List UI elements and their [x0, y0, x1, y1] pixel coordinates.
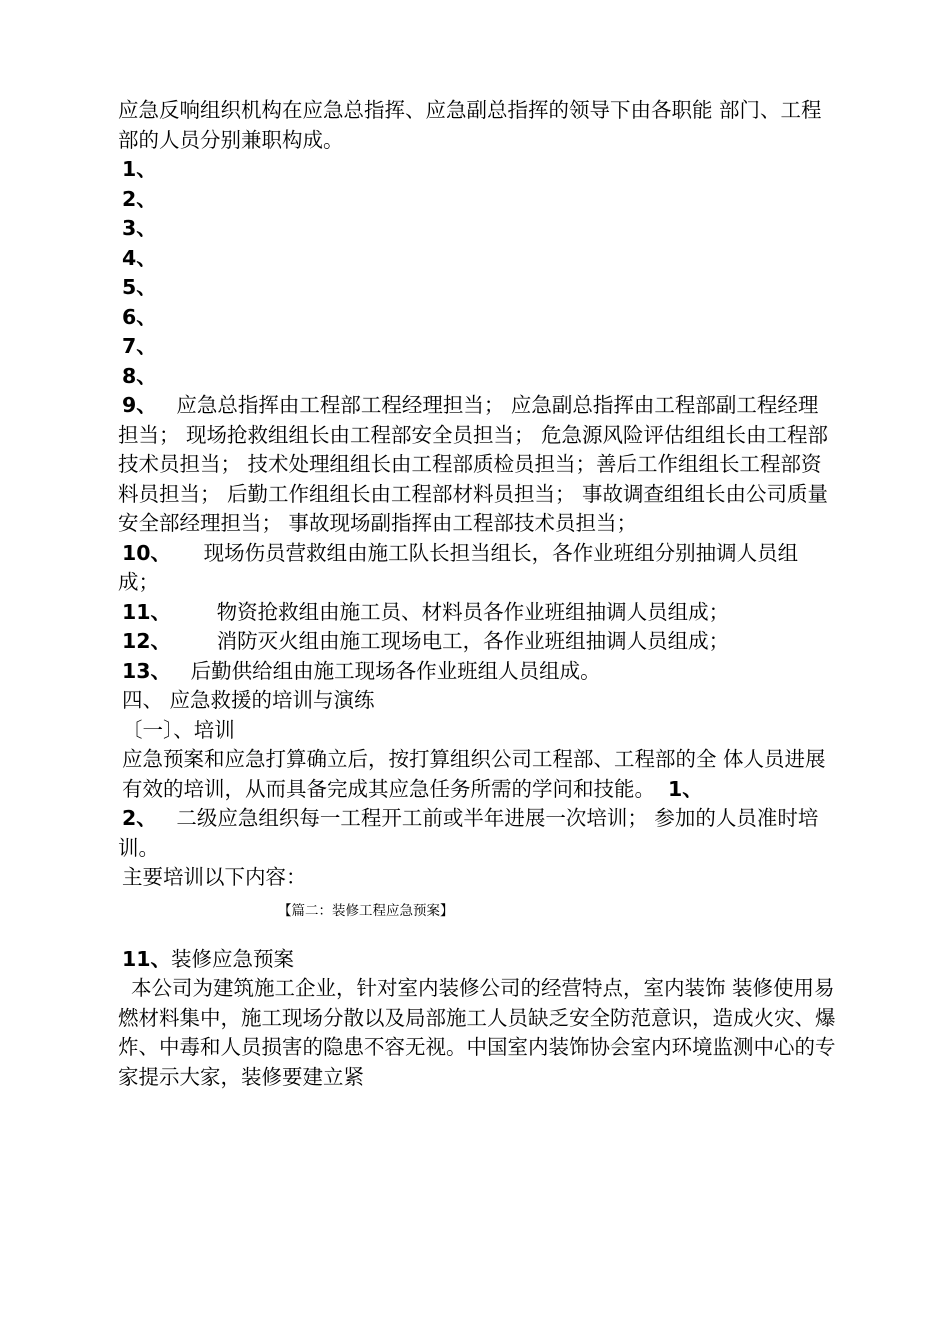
item-number: 2、: [122, 806, 157, 830]
item-text: 物资抢救组由施工员、材料员各作业班组抽调人员组成；: [216, 599, 730, 624]
numbered-item-4: [118, 244, 838, 274]
numbered-item-2: [118, 185, 838, 215]
item-number: 7、: [122, 334, 157, 358]
item-number: 3、: [122, 216, 157, 240]
intro-paragraph: 应急反响组织机构在应急总指挥、应急副总指挥的领导下由各职能 部门、工程部的人员分别兼职构成。: [118, 98, 822, 152]
numbered-item-9: [118, 391, 838, 539]
item-number: 4、: [122, 245, 157, 270]
numbered-item-13: [118, 657, 838, 687]
item-text: 消防灭火组由施工现场电工，各作业班组抽调人员组成；: [216, 629, 730, 653]
numbered-item-5: [118, 273, 838, 303]
item-number: 11、: [122, 946, 172, 971]
training-text: 应急预案和应急打算确立后，按打算组织公司工程部、工程部的全 体人员进展有效的培训，从而具备完成其应急任务所需的学问和技能。: [122, 747, 826, 801]
item-number: 12、: [122, 629, 172, 653]
item-number: 1、: [122, 157, 157, 181]
item-number: 8、: [122, 363, 157, 388]
numbered-item-10: [118, 539, 838, 598]
item-number: 6、: [122, 304, 157, 329]
item-text: 后勤供给组由施工现场各作业班组人员组成。: [190, 658, 601, 683]
item-text: 应急总指挥由工程部工程经理担当； 应急副总指挥由工程部副工程经理担当； 现场抢救组组长由工程部安全员担当； 危急源风险评估组组长由工程部技术员担当； 技术处理组组长由工程部质检员担当；善后工作组组长工程部资料员担当； 后勤工作组组长由工程部材料员担当； 事故调查组组长由公司质量安全部经理担当； 事故现场副指挥由工程部技术员担当；: [118, 393, 829, 535]
training-content-label: 主要培训以下内容：: [122, 865, 307, 889]
numbered-item-7: [118, 332, 838, 362]
training-item-2: [118, 804, 838, 863]
numbered-item-8: [118, 362, 838, 392]
numbered-item-3: [118, 214, 838, 244]
numbered-item-12: [118, 627, 838, 657]
subsection-heading-training: 〔一〕、培训: [122, 717, 235, 742]
numbered-item-6: [118, 303, 838, 333]
item-text: 现场伤员营救组由施工队长担当组长，各作业班组分别抽调人员组成；: [118, 540, 799, 594]
heading-text: 装修应急预案: [171, 946, 295, 971]
part-two-body: [118, 974, 838, 1092]
item-number: 2、: [122, 186, 157, 211]
item-number: 10、: [122, 540, 172, 565]
part-two-title: 【篇二：装修工程应急预案】: [278, 902, 454, 919]
item-text: 二级应急组织每一工程开工前或半年进展一次培训； 参加的人员准时培训。: [118, 806, 819, 860]
body-text: 本公司为建筑施工企业，针对室内装修公司的经营特点，室内装饰 装修使用易燃材料集中，施工现场分散以及局部施工人员缺乏安全防范意识，造成火灾、爆炸、中毒和人员损害的隐患不容无视。中国室内装饰协会室内环境监测中心的专家提示大家，装修要建立紧: [118, 976, 836, 1089]
item-number: 1、: [668, 776, 703, 801]
numbered-item-11: [118, 598, 838, 628]
item-number: 11、: [122, 599, 172, 624]
numbered-item-1: [118, 155, 838, 185]
document-page: [118, 96, 838, 1092]
item-number: 9、: [122, 393, 157, 417]
training-paragraph: [118, 745, 838, 804]
item-number: 13、: [122, 658, 172, 683]
part-two-heading: [118, 945, 838, 975]
item-number: 5、: [122, 275, 157, 299]
section-heading-4: 四、 应急救援的培训与演练: [122, 688, 375, 712]
